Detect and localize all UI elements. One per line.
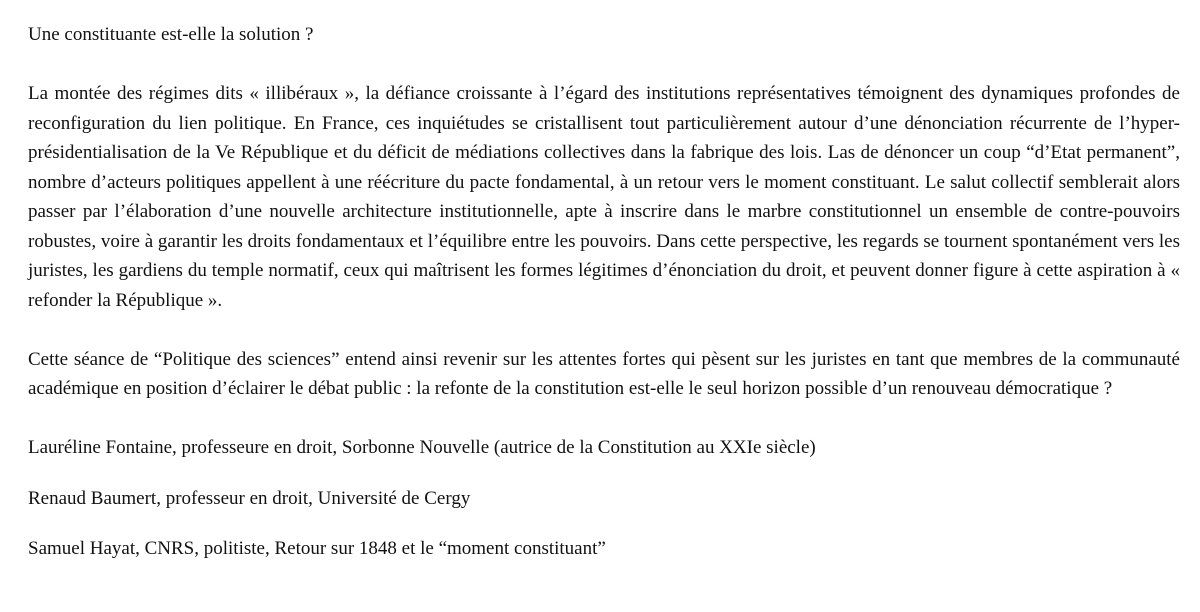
paragraph-session: Cette séance de “Politique des sciences” entend ainsi revenir sur les attentes fortes qui pèsent sur les juristes en tant que membres de la communauté académique en position d’éclairer le débat public : la refonte de la constitution est-elle le seul horizon possible d’un renouveau démocratique ? bbox=[28, 348, 1180, 399]
speaker-baumert: Renaud Baumert, professeur en droit, Université de Cergy bbox=[28, 487, 471, 509]
speaker-fontaine: Lauréline Fontaine, professeure en droit, Sorbonne Nouvelle (autrice de la Constitution au XXIe siècle) bbox=[28, 437, 816, 458]
document-body bbox=[28, 20, 1180, 585]
speaker-hayat: Samuel Hayat, CNRS, politiste, Retour sur 1848 et le “moment constituant” bbox=[28, 538, 606, 559]
paragraph-intro: La montée des régimes dits « illibéraux », la défiance croissante à l’égard des institutions représentatives témoignent des dynamiques profondes de reconfiguration du lien politique. En France, ces inquiétudes se cristallisent tout particulièrement autour d’une dénonciation récurrente de l’hyper-présidentialisation de la Ve République et du déficit de médiations collectives dans la fabrique des lois. Las de dénoncer un coup “d’Etat permanent”, nombre d’acteurs politiques appellent à une réécriture du pacte fondamental, à un retour vers le moment constituant. Le salut collectif semblerait alors passer par l’élaboration d’une nouvelle architecture institutionnelle, apte à inscrire dans le marbre constitutionnel un ensemble de contre-pouvoirs robustes, voire à garantir les droits fondamentaux et l’équilibre entre les pouvoirs. Dans cette perspective, les regards se tournent spontanément vers les juristes, les gardiens du temple normatif, ceux qui maîtrisent les formes légitimes d’énonciation du droit, et peuvent donner figure à cette aspiration à « refonder la République ». bbox=[28, 83, 1180, 311]
document-title: Une constituante est-elle la solution ? bbox=[28, 24, 314, 45]
